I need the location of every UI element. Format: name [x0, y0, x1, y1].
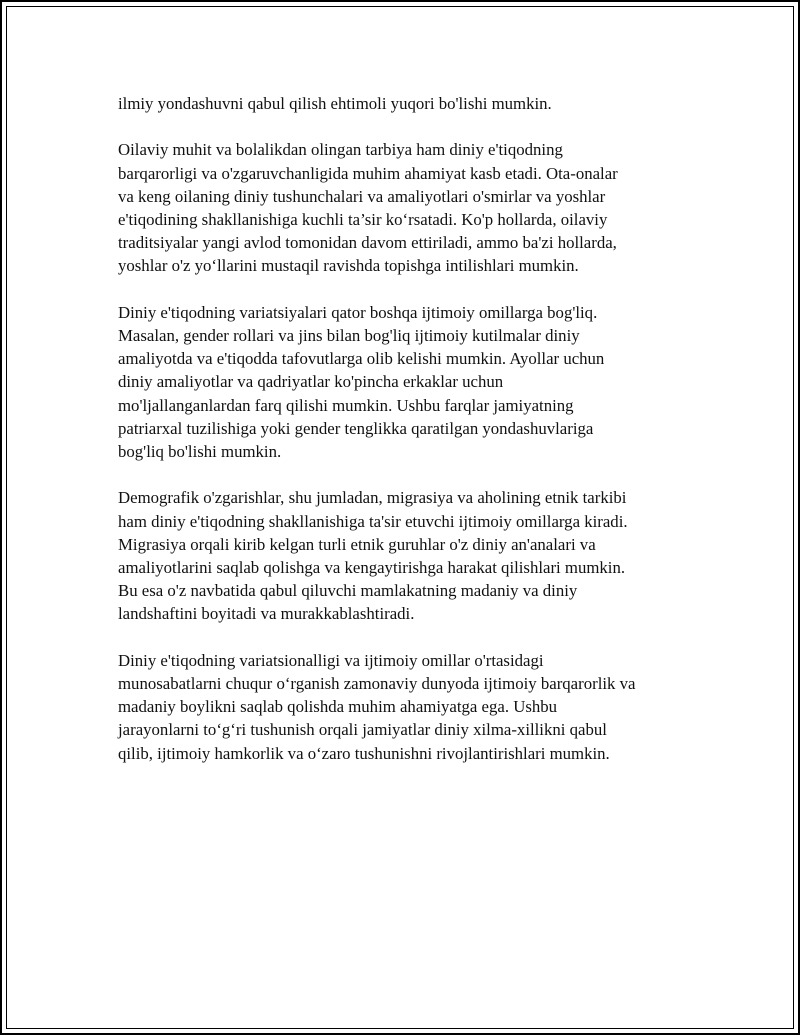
text-line: Bu esa o'z navbatida qabul qiluvchi mamlakatning madaniy va diniy — [118, 581, 578, 601]
text-line: qilib, ijtimoiy hamkorlik va o‘zaro tushunishni rivojlantirishlari mumkin. — [118, 743, 610, 763]
text-line: madaniy boylikni saqlab qolishda muhim ahamiyatga ega. Ushbu — [118, 697, 558, 717]
text-line: traditsiyalar yangi avlod tomonidan davom ettiriladi, ammo ba'zi hollarda, — [118, 233, 617, 253]
text-line: e'tiqodining shakllanishiga kuchli ta’sir ko‘rsatadi. Ko'p hollarda, oilaviy — [118, 210, 608, 229]
document-body — [118, 92, 698, 788]
paragraph-4 — [118, 486, 698, 625]
text-line: patriarxal tuzilishiga yoki gender tenglikka qaratilgan yondashuvlariga — [118, 418, 594, 438]
text-line: Migrasiya orqali kirib kelgan turli etnik guruhlar o'z diniy an'analari va — [118, 534, 596, 554]
text-line: Oilaviy muhit va bolalikdan olingan tarbiya ham diniy e'tiqodning — [118, 140, 563, 160]
text-line: barqarorligi va o'zgaruvchanligida muhim ahamiyat kasb etadi. Ota-onalar — [118, 163, 618, 183]
paragraph-2 — [118, 138, 698, 277]
text-line: Masalan, gender rollari va jins bilan bog'liq ijtimoiy kutilmalar diniy — [118, 326, 580, 345]
text-line: jarayonlarni to‘g‘ri tushunish orqali jamiyatlar diniy xilma-xillikni qabul — [118, 720, 607, 740]
text-line: landshaftini boyitadi va murakkablashtiradi. — [118, 604, 415, 624]
text-line: amaliyotlarini saqlab qolishga va kengaytirishga harakat qilishlari mumkin. — [118, 558, 626, 578]
text-line: Demografik o'zgarishlar, shu jumladan, migrasiya va aholining etnik tarkibi — [118, 488, 627, 508]
text-line: munosabatlarni chuqur o‘rganish zamonaviy dunyoda ijtimoiy barqarorlik va — [118, 674, 636, 694]
text-line: mo'ljallanganlardan farq qilishi mumkin. Ushbu farqlar jamiyatning — [118, 395, 574, 415]
text-line: Diniy e'tiqodning variatsiyalari qator boshqa ijtimoiy omillarga bog'liq. — [118, 302, 598, 322]
paragraph-3 — [118, 301, 698, 463]
paragraph-5 — [118, 649, 698, 765]
text-line: yoshlar o'z yo‘llarini mustaqil ravishda topishga intilishlari mumkin. — [118, 256, 579, 276]
text-line: ilmiy yondashuvni qabul qilish ehtimoli yuqori bo'lishi mumkin. — [118, 94, 552, 113]
text-line: diniy amaliyotlar va qadriyatlar ko'pincha erkaklar uchun — [118, 372, 504, 392]
paragraph-1 — [118, 92, 698, 115]
text-line: Diniy e'tiqodning variatsionalligi va ijtimoiy omillar o'rtasidagi — [118, 650, 544, 670]
text-line: bog'liq bo'lishi mumkin. — [118, 442, 282, 462]
text-line: ham diniy e'tiqodning shakllanishiga ta'sir etuvchi ijtimoiy omillarga kiradi. — [118, 511, 628, 531]
text-line: va keng oilaning diniy tushunchalari va amaliyotlari o'smirlar va yoshlar — [118, 186, 606, 206]
text-line: amaliyotda va e'tiqodda tafovutlarga olib kelishi mumkin. Ayollar uchun — [118, 349, 605, 369]
